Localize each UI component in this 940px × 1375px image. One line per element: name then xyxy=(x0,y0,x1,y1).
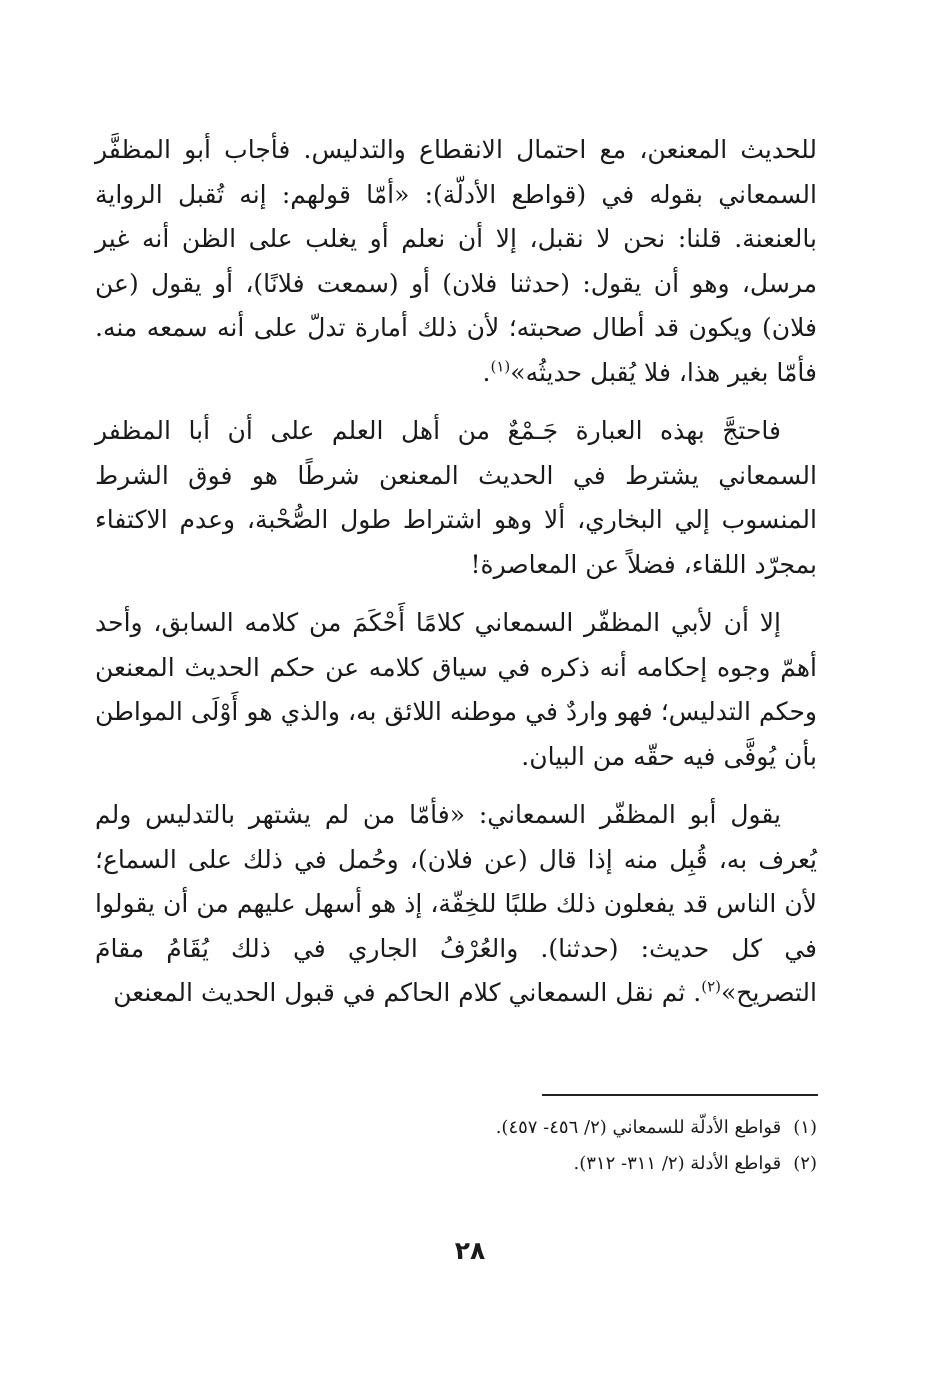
paragraph-4 xyxy=(95,793,817,1016)
footnote-1-number: (١) xyxy=(793,1117,817,1138)
paragraph-3-text: إلا أن لأبي المظفّر السمعاني كلامًا أَحْكَمَ من كلامه السابق، وأحد أهمّ وجوه إحكامه أنه ذكره في سياق كلامه عن حكم الحديث المعنعن وحكم التدليس؛ فهو واردٌ في موطنه اللائق به، والذي هو أَوْلَى المواطن بأن يُوفَّى فيه حقّه من البيان. xyxy=(95,608,817,771)
footnote-ref-2: (٢) xyxy=(701,977,722,996)
footnotes xyxy=(95,1110,817,1182)
page-number: ٢٨ xyxy=(454,1236,486,1265)
paragraph-4-tail: . ثم نقل السمعاني كلام الحاكم في قبول الحديث المعنعن xyxy=(113,978,702,1007)
paragraph-4-text: يقول أبو المظفّر السمعاني: «فأمّا من لم يشتهر بالتدليس ولم يُعرف به، قُبِل منه إذا قال (عن فلان)، وحُمل في ذلك على السماع؛ لأن الناس قد يفعلون ذلك طلبًا للخِفّة، إذ هو أسهل عليهم من أن يقولوا في كل حديث: (حدثنا). والعُرْفُ الجاري في ذلك يُقَامُ مقامَ التصريح» xyxy=(95,800,817,1007)
paragraph-3 xyxy=(95,601,817,779)
footnote-2-text: قواطع الأدلة (٢/ ٣١١- ٣١٢). xyxy=(573,1153,782,1174)
footnote-2-number: (٢) xyxy=(793,1153,817,1174)
paragraph-1-tail: . xyxy=(482,357,491,387)
footnote-1 xyxy=(95,1110,817,1146)
paragraph-1 xyxy=(95,128,817,395)
paragraph-1-text: للحديث المعنعن، مع احتمال الانقطاع والتدليس. فأجاب أبو المظفَّر السمعاني بقوله في (قواطع الأدلّة): «أمّا قولهم: إنه تُقبل الرواية بالعنعنة. قلنا: نحن لا نقبل، إلا أن نعلم أو يغلب على الظن أنه غير مرسل، وهو أن يقول: (حدثنا فلان) أو (سمعت فلانًا)، أو يقول (عن فلان) ويكون قد أطال صحبته؛ لأن ذلك أمارة تدلّ على أنه سمعه منه. فأمّا بغير هذا، فلا يُقبل حديثُه» xyxy=(95,135,817,387)
footnote-divider xyxy=(542,1094,818,1096)
page-body xyxy=(95,128,817,1016)
paragraph-2-text: فاحتجَّ بهذه العبارة جَـمْعٌ من أهل العلم على أن أبا المظفر السمعاني يشترط في الحديث المعنعن شرطًا هو فوق الشرط المنسوب إلي البخاري، ألا وهو اشتراط طول الصُّحْبة، وعدم الاكتفاء بمجرّد اللقاء، فضلاً عن المعاصرة! xyxy=(95,416,817,579)
footnote-1-text: قواطع الأدلّة للسمعاني (٢/ ٤٥٦- ٤٥٧). xyxy=(495,1117,782,1138)
footnote-2 xyxy=(95,1146,817,1182)
footnote-ref-1: (١) xyxy=(490,357,511,376)
paragraph-2 xyxy=(95,409,817,587)
